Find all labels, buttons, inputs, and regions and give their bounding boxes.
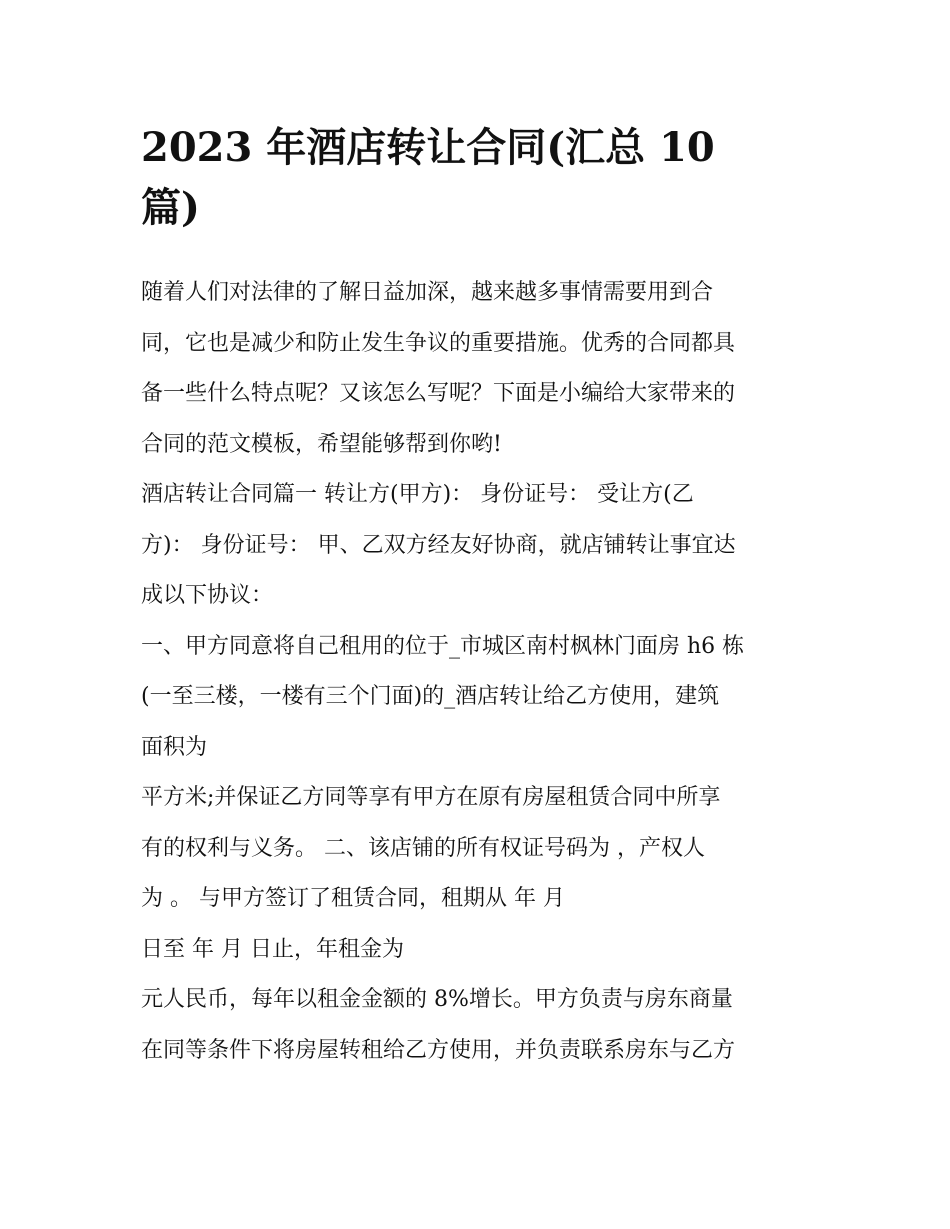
body-line: 随着人们对法律的了解日益加深，越来越多事情需要用到合 — [141, 280, 714, 305]
title-line: 篇) — [141, 184, 200, 231]
body-line: (一至三楼，一楼有三个门面)的_酒店转让给乙方使用，建筑 — [141, 684, 720, 709]
body-line: 方)： 身份证号： 甲、乙双方经友好协商，就店铺转让事宜达 — [141, 532, 736, 558]
body-line: 同，它也是减少和防止发生争议的重要措施。优秀的合同都具 — [141, 330, 736, 356]
document-content — [141, 118, 813, 1076]
body-line: 在同等条件下将房屋转租给乙方使用，并负责联系房东与乙方 — [141, 1037, 736, 1063]
body-line: 一、甲方同意将自己租用的位于_市城区南村枫林门面房 h6 栋 — [141, 633, 745, 659]
body-line: 有的权利与义务。 二、该店铺的所有权证号码为 ，产权人 — [141, 835, 705, 861]
body-line: 酒店转让合同篇一 转让方(甲方)： 身份证号： 受让方(乙 — [141, 482, 694, 507]
title-line: 2023 年酒店转让合同(汇总 10 — [141, 124, 715, 171]
document-title — [141, 118, 813, 238]
body-line: 元人民币，每年以租金金额的 8%增长。甲方负责与房东商量 — [141, 987, 733, 1012]
body-line: 为 。 与甲方签订了租赁合同，租期从 年 月 — [141, 886, 565, 911]
body-line: 平方米;并保证乙方同等享有甲方在原有房屋租赁合同中所享 — [141, 785, 721, 810]
body-line: 日至 年 月 日止，年租金为 — [141, 936, 404, 962]
body-line: 合同的范文模板，希望能够帮到你哟! — [141, 431, 502, 457]
body-line: 备一些什么特点呢？又该怎么写呢？下面是小编给大家带来的 — [141, 381, 736, 406]
body-line: 面积为 — [141, 734, 208, 760]
document-body — [141, 268, 813, 1076]
body-line: 成以下协议： — [141, 583, 274, 608]
